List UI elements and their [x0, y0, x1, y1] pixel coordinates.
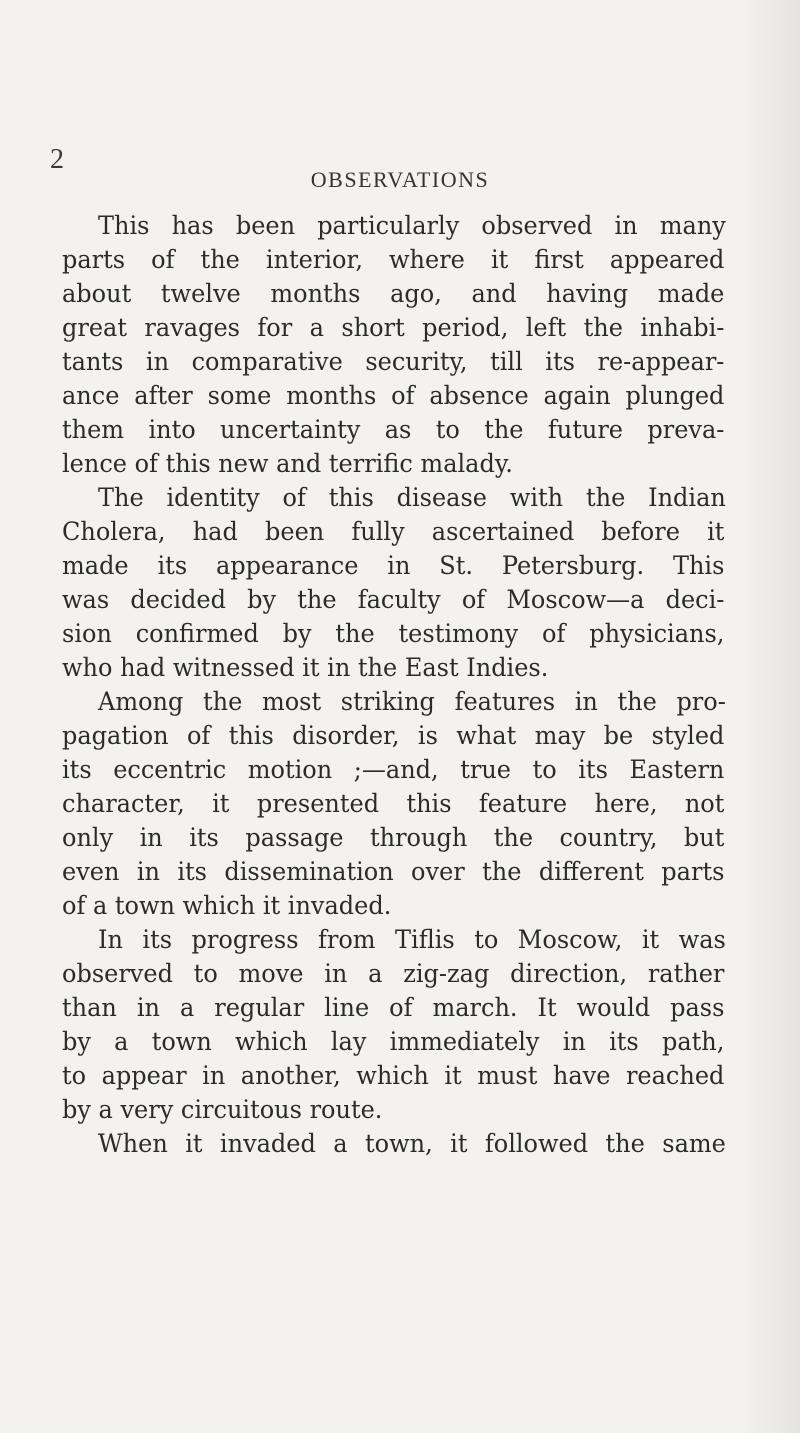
text-line: who had witnessed it in the East Indies. [62, 653, 549, 682]
text-line: The identity of this disease with the Indian [98, 483, 726, 512]
page-edge-shadow [740, 0, 800, 1433]
text-line: When it invaded a town, it followed the same [98, 1129, 726, 1158]
text-line: lence of this new and terrific malady. [62, 449, 513, 478]
page-number: 2 [50, 144, 64, 175]
text-line: observed to move in a zig-zag direction, rather [62, 959, 725, 988]
text-line: about twelve months ago, and having made [62, 279, 725, 308]
text-line: sion confirmed by the testimony of physicians, [62, 619, 725, 648]
text-line: In its progress from Tiflis to Moscow, it was [98, 925, 726, 954]
text-line: even in its dissemination over the different parts [62, 857, 725, 886]
text-line: parts of the interior, where it first appeared [62, 245, 725, 274]
text-line: Cholera, had been fully ascertained before it [62, 517, 725, 546]
text-line: pagation of this disorder, is what may be styled [62, 721, 725, 750]
text-line: by a very circuitous route. [62, 1095, 383, 1124]
text-line: This has been particularly observed in many [98, 211, 726, 240]
text-line: its eccentric motion ;—and, true to its Eastern [62, 755, 725, 784]
text-line: to appear in another, which it must have reached [62, 1061, 725, 1090]
text-line: only in its passage through the country, but [62, 823, 725, 852]
text-line: character, it presented this feature here, not [62, 789, 725, 818]
text-line: Among the most striking features in the pro- [98, 687, 726, 716]
text-line: by a town which lay immediately in its path, [62, 1027, 725, 1056]
text-line: than in a regular line of march. It would pass [62, 993, 725, 1022]
text-line: them into uncertainty as to the future preva- [62, 415, 725, 444]
text-line: tants in comparative security, till its re-appear- [62, 347, 725, 376]
text-line: great ravages for a short period, left the inhabi- [62, 313, 725, 342]
text-line: made its appearance in St. Petersburg. This [62, 551, 725, 580]
text-line: was decided by the faculty of Moscow—a deci- [62, 585, 725, 614]
running-head: OBSERVATIONS [310, 167, 490, 192]
text-line: ance after some months of absence again plunged [62, 381, 725, 410]
text-line: of a town which it invaded. [62, 891, 392, 920]
